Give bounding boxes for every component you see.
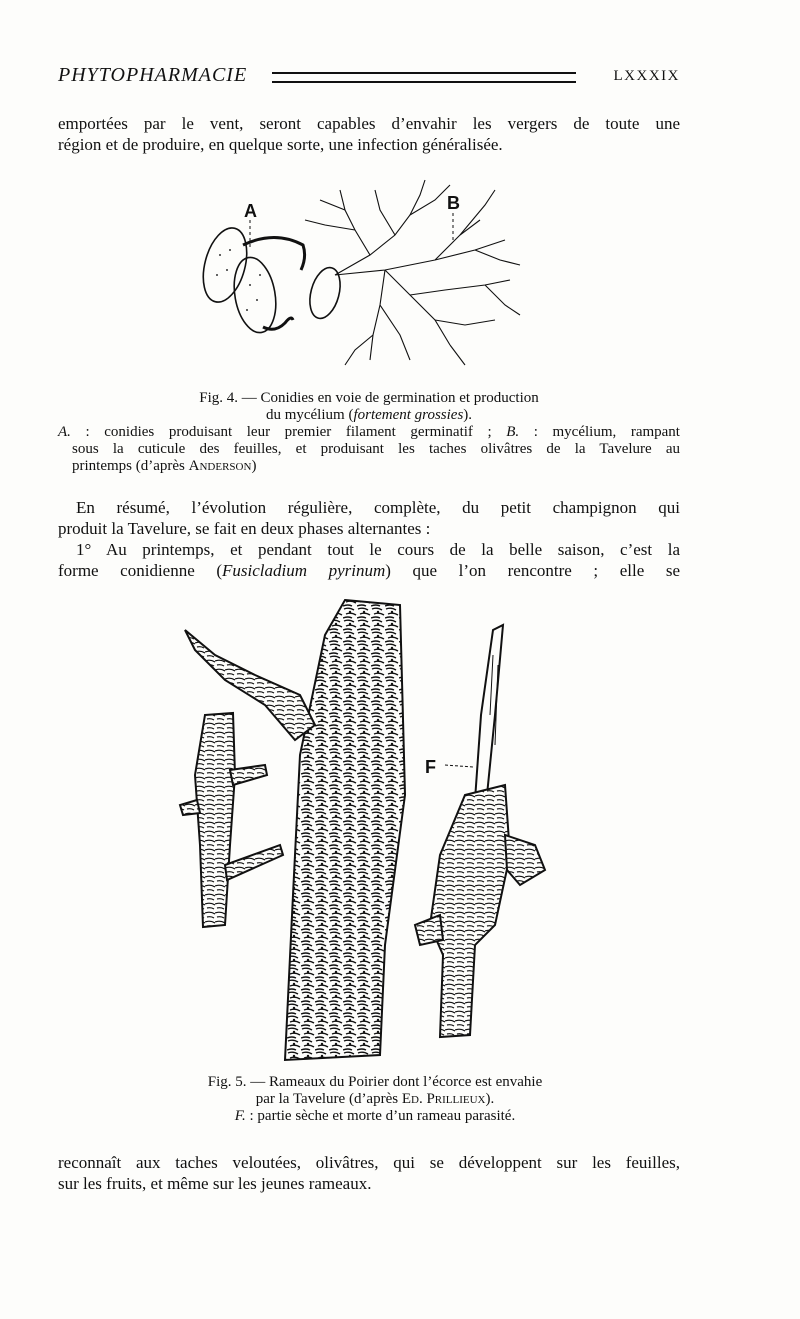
figure-5-caption <box>150 1074 600 1125</box>
dead-shoot <box>475 625 503 800</box>
text-line: 1° Au printemps, et pendant tout le cours de la belle saison, c’est la <box>76 540 680 559</box>
figure-label-b: B <box>447 193 460 213</box>
text-line: En résumé, l’évolution régulière, complète, du petit champignon qui <box>76 498 680 517</box>
legend-text: : mycélium, rampant <box>519 424 680 440</box>
legend-line <box>58 458 680 475</box>
conidium <box>196 223 254 307</box>
main-branch <box>285 600 405 1060</box>
legend-line: sous la cuticule des feuilles, et produisant les taches olivâtres de la Tavelure au <box>72 441 680 457</box>
caption-text: ). <box>463 407 473 423</box>
caption-text: du mycélium ( <box>265 407 354 423</box>
germ-tube <box>243 238 305 271</box>
caption-line: Fig. 5. — Rameaux du Poirier dont l’écorce est envahie <box>207 1074 543 1090</box>
right-knot <box>415 915 443 945</box>
germ-tube <box>263 318 293 329</box>
header-title: PHYTOPHARMACIE <box>58 64 248 86</box>
figure-label-f: F <box>425 757 436 777</box>
left-branch <box>195 713 235 927</box>
running-header <box>58 62 680 92</box>
header-rule <box>272 72 576 83</box>
author-name: Ed. Prillieux <box>401 1091 486 1107</box>
text-line <box>58 560 680 581</box>
caption-text: Fig. 4. — Conidies en voie de germination et production <box>199 390 539 406</box>
caption-line <box>58 390 680 407</box>
paragraph-bottom <box>58 1152 680 1194</box>
caption-line <box>58 407 680 424</box>
figure-5-illustration <box>175 595 595 1065</box>
figure-label-a: A <box>244 201 257 221</box>
species-name: Fusicladium pyrinum <box>222 561 386 580</box>
right-branch <box>430 785 510 1037</box>
legend-key-a: A. <box>58 424 71 440</box>
text-line: produit la Tavelure, se fait en deux phases alternantes : <box>58 519 431 538</box>
caption-text: ). <box>485 1091 495 1107</box>
caption-emphasis: fortement grossies <box>353 407 464 423</box>
text-line: région et de produire, en quelque sorte, une infection généralisée. <box>58 135 503 154</box>
text-line: reconnaît aux taches veloutées, olivâtres, qui se développent sur les feuilles, <box>58 1153 680 1172</box>
text-segment: forme conidienne ( <box>58 561 223 580</box>
legend-key-f: F. <box>234 1108 246 1124</box>
paragraph-middle <box>58 497 680 581</box>
left-twig <box>180 800 200 815</box>
paragraph-top <box>58 113 680 155</box>
figure-4-caption <box>58 390 680 475</box>
left-twig <box>225 845 283 880</box>
legend-text: : conidies produisant leur premier filament germinatif ; <box>70 424 507 440</box>
conidium <box>229 254 282 336</box>
legend-line <box>58 424 680 441</box>
author-name: Anderson <box>188 458 252 474</box>
legend-key-b: B. <box>506 424 520 440</box>
text-line: sur les fruits, et même sur les jeunes rameaux. <box>58 1174 372 1193</box>
legend-line <box>150 1108 600 1125</box>
legend-text: printemps (d’après <box>72 458 189 474</box>
text-line: emportées par le vent, seront capables d’envahir les vergers de toute une <box>58 114 680 133</box>
caption-line <box>150 1091 600 1108</box>
page-number: LXXXIX <box>613 68 680 84</box>
right-knot <box>505 835 545 885</box>
legend-text: : partie sèche et morte d’un rameau parasité. <box>245 1108 516 1124</box>
legend-text: ) <box>251 458 257 474</box>
caption-text: par la Tavelure (d’après <box>255 1091 402 1107</box>
figure-4-illustration <box>195 175 535 375</box>
text-segment: ) que l’on rencontre ; elle se <box>385 561 680 580</box>
